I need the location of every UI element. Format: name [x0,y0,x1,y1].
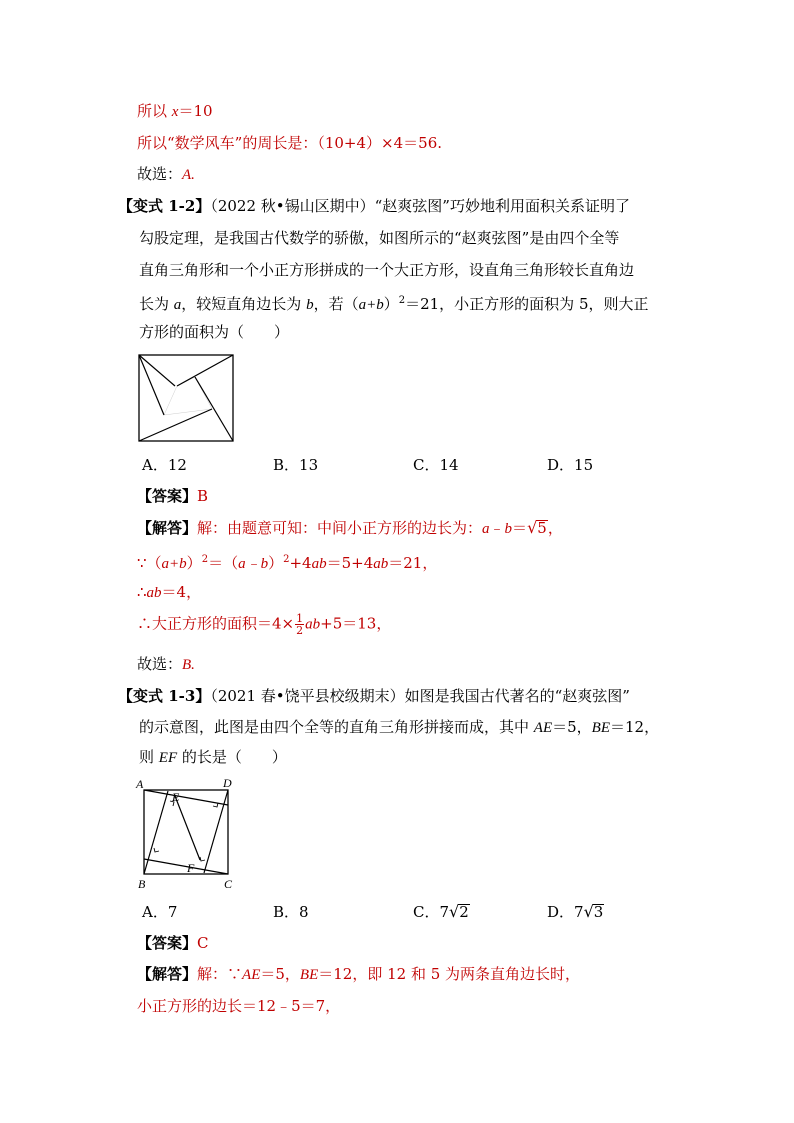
text: ＝4， [161,583,202,601]
text: ∴大正方形的面积＝4× [137,614,295,633]
label-e: E [172,790,180,804]
var: a+b [161,556,187,572]
text: ） [383,295,399,313]
text: ＝（ [208,554,239,572]
var-x: x [171,104,179,120]
right-angle-mark [200,857,205,861]
var: a [482,521,490,537]
var-a-plus-b: a+b [358,297,384,313]
q13-option-a: A．7 [142,903,178,921]
text: 故选： [137,655,183,673]
var: EF [158,750,178,766]
q13-solution-2: 小正方形的边长＝12﹣5＝7， [137,997,341,1015]
zhao-shuang-figure [138,354,234,442]
text: ＝12，即 12 和 5 为两条直角边长时， [318,965,581,983]
label-b: B [138,877,146,891]
triangle-edge [144,859,228,874]
q13-line-2 [139,717,659,738]
text: ，若（ [313,295,359,313]
solution-tag: 【解答】 [137,965,198,983]
q12-option-a: A．12 [142,456,187,474]
q13-line-3 [139,747,287,768]
text: ∴ [137,583,147,601]
label-f: F [187,861,195,875]
var: AE [242,967,261,983]
option-text: D．7 [547,903,584,921]
question-tag: 【变式 1-3】 [118,687,211,705]
text: ＝21，小正方形的面积为 5，则大正 [405,295,649,313]
text: 的长是（ ） [177,748,287,766]
var: ab [311,556,327,572]
var-a: a [173,297,182,313]
q12-line-5: 方形的面积为（ ） [139,323,290,341]
text: ＝5， [260,965,300,983]
q12-option-c: C．14 [413,456,459,474]
exponent: 2 [283,554,290,565]
radical-sign: √ [583,902,594,921]
text: （2021 春•饶平县校级期末）如图是我国古代著名的“赵爽弦图” [210,687,630,705]
var-b: b [306,297,314,313]
q13-option-d [547,902,604,922]
text: ） [186,554,202,572]
text: 解：∵ [197,965,243,983]
q12-solution-5 [137,654,195,675]
numerator: 1 [296,612,304,625]
q13-solution-1 [137,964,580,985]
radicand: 2 [459,903,469,921]
answer: A. [182,167,195,183]
denominator: 2 [296,624,304,637]
right-angle-mark [154,848,159,852]
var: ab [373,556,389,572]
question-tag: 【变式 1-2】 [118,197,211,215]
triangle-edge [195,377,233,441]
label-d: D [223,776,232,790]
triangle-edge [139,355,164,415]
answer-tag: 【答案】 [137,934,198,952]
text: +4 [289,554,312,572]
text: ＝5， [552,718,592,736]
text: ＝ [512,519,528,537]
triangle-edge [139,409,212,441]
text: （2022 秋•锡山区期中）“赵爽弦图”巧妙地利用面积关系证明了 [210,197,630,215]
text: ＝12， [609,718,660,736]
q12-solution-3 [137,582,201,603]
var: ab [305,616,321,633]
radicand: 5 [537,519,547,537]
radicand: 3 [593,903,604,921]
answer-tag: 【答案】 [137,487,198,505]
segment-ef [175,796,200,860]
q12-solution-1 [137,518,563,539]
prev-solution-line-3 [137,164,195,185]
q12-answer [137,486,208,506]
answer: B. [182,657,195,673]
q12-line-2: 勾股定理，是我国古代数学的骄傲，如图所示的“赵爽弦图”是由四个全等 [139,229,620,247]
q13-answer [137,933,209,953]
var: ab [146,585,162,601]
q12-option-d: D．15 [547,456,594,474]
text: 所以 [137,102,172,120]
label-c: C [224,877,233,891]
answer: C [197,934,209,952]
text: +5＝13， [320,614,392,633]
text: ∵（ [137,554,162,572]
text: 长为 [139,295,174,313]
text: ＝10 [178,102,213,120]
zhao-shuang-labeled-figure [134,775,240,891]
q12-line-4 [139,291,649,315]
text: ＝5+4 [326,554,374,572]
text: 则 [139,748,159,766]
radical-sign: √ [527,518,538,537]
var: AE [533,720,553,736]
q13-option-b: B．8 [273,903,309,921]
var: BE [299,967,319,983]
exponent: 2 [398,295,406,306]
q12-line-1 [118,196,630,216]
q12-solution-4 [137,613,391,636]
text: 解：由题意可知：中间小正方形的边长为： [197,519,483,537]
q13-option-c [413,902,470,922]
q13-line-1 [118,686,630,706]
q12-line-3: 直角三角形和一个小正方形拼成的一个大正方形，设直角三角形较长直角边 [139,261,635,279]
triangle-edge [144,790,228,805]
label-a: A [136,777,144,791]
exponent: 2 [201,554,209,565]
var: b [504,521,513,537]
q12-option-b: B．13 [273,456,319,474]
text: ， [547,519,563,537]
triangle-edge [177,355,233,386]
var: a﹣b [238,556,269,572]
text: ） [268,554,284,572]
triangle-edge [139,355,175,386]
prev-solution-line-2: 所以“数学风车”的周长是：（10+4）×4＝56. [137,134,443,152]
q12-solution-2 [137,550,437,574]
text: ﹣ [489,519,505,537]
text: 的示意图，此图是由四个全等的直角三角形拼接而成，其中 [139,718,534,736]
text: 故选： [137,165,183,183]
var: BE [591,720,610,736]
answer: B [197,487,209,505]
fraction-half [295,613,304,636]
solution-tag: 【解答】 [137,519,198,537]
text: ＝21， [388,554,438,572]
text: ，较短直角边长为 [181,295,307,313]
prev-solution-line-1 [137,101,213,122]
option-text: C．7 [413,903,450,921]
radical-sign: √ [449,902,460,921]
